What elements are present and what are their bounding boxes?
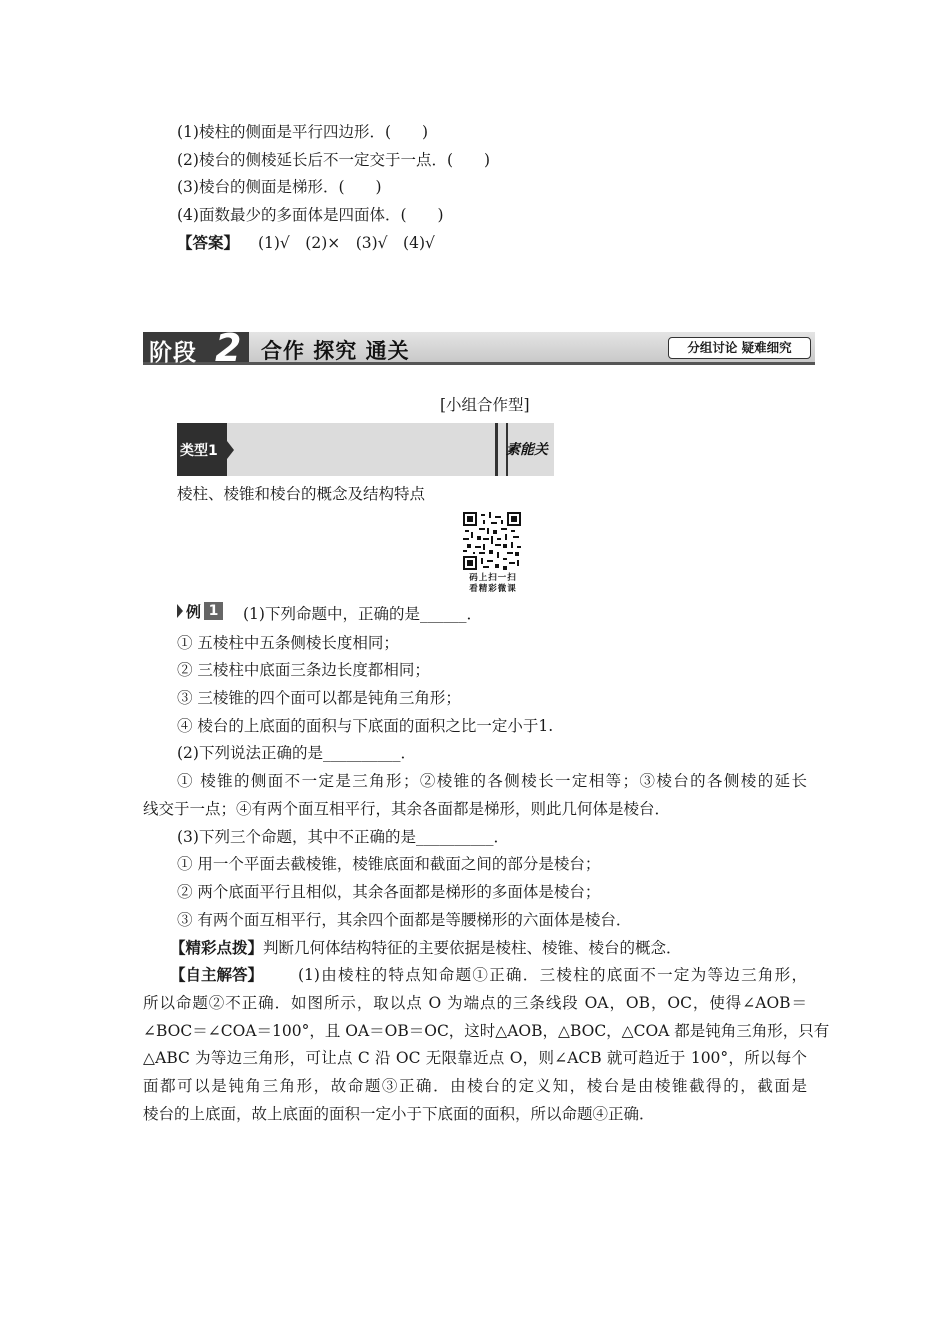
example-word: 例	[186, 603, 202, 621]
stage-label: 阶段	[149, 340, 197, 366]
qr-caption-line-2: 看精彩微课	[469, 584, 517, 594]
example-number: 1	[204, 602, 223, 620]
answer-label: 【答案】	[177, 233, 240, 252]
solution-line-4: △ABC 为等边三角形，可让点 C 沿 OC 无限靠近点 O，则∠ACB 就可趋近于 100°，所以每个	[143, 1049, 807, 1067]
type-arrow-icon	[227, 441, 234, 459]
section-title: [小组合作型]	[440, 396, 530, 414]
example-line-2: ① 五棱柱中五条侧棱长度相同；	[177, 634, 399, 652]
example-line-11: ② 两个底面平行且相似，其余各面都是梯形的多面体是棱台；	[177, 883, 601, 901]
hint	[170, 938, 682, 958]
stage-banner	[143, 326, 815, 370]
judge-answer	[177, 233, 435, 253]
example-line-12: ③ 有两个面互相平行，其余四个面都是等腰梯形的六面体是棱台．	[177, 911, 632, 929]
solution-line-1: (1)由棱柱的特点知命题①正确．三棱柱的底面不一定为等边三角形，	[298, 966, 807, 984]
solution-line-3: ∠BOC＝∠COA＝100°，且 OA＝OB＝OC，这时△AOB，△BOC，△COA 都是钝角三角形，只有	[143, 1022, 830, 1040]
judge-question-3: (3)棱台的侧面是梯形．( )	[177, 178, 382, 196]
example-line-9: (3)下列三个命题，其中不正确的是__________．	[177, 828, 509, 846]
qr-code-icon[interactable]	[463, 512, 521, 570]
stage-title: 合作 探究 通关	[261, 339, 410, 363]
example-line-1: (1)下列命题中，正确的是______．	[243, 605, 482, 623]
solution-line-5: 面都可以是钝角三角形，故命题③正确．由棱台的定义知，棱台是由棱锥截得的，截面是	[143, 1077, 807, 1095]
judge-question-2: (2)棱台的侧棱延长后不一定交于一点．( )	[177, 151, 491, 169]
example-line-7: ① 棱锥的侧面不一定是三角形；②棱锥的各侧棱长一定相等；③棱台的各侧棱的延长	[177, 772, 807, 790]
example-triangle-icon	[177, 604, 183, 618]
solution-line-2: 所以命题②不正确．如图所示，取以点 O 为端点的三条线段 OA，OB，OC，使得∠AOB＝	[143, 994, 807, 1012]
hint-text: 判断几何体结构特征的主要依据是棱柱、棱锥、棱台的概念．	[263, 939, 682, 957]
type-label-box	[177, 423, 227, 476]
qr-caption-line-1: 码上扫一扫	[469, 573, 517, 583]
solution-label: 【自主解答】	[170, 965, 264, 984]
stage-number: 2	[215, 326, 242, 370]
example-line-10: ① 用一个平面去截棱锥，棱锥底面和截面之间的部分是棱台；	[177, 855, 601, 873]
stage-tag: 分组讨论 疑难细究	[668, 337, 811, 359]
example-line-6: (2)下列说法正确的是__________．	[177, 744, 416, 762]
type-badge: 素能关	[506, 442, 548, 458]
topic-title: 棱柱、棱锥和棱台的概念及结构特点	[177, 485, 426, 503]
judge-question-1: (1)棱柱的侧面是平行四边形．( )	[177, 123, 429, 141]
example-line-3: ② 三棱柱中底面三条边长度都相同；	[177, 661, 430, 679]
type-label: 类型1	[180, 443, 218, 459]
hint-label: 【精彩点拨】	[170, 938, 264, 957]
example-line-8: 线交于一点；④有两个面互相平行，其余各面都是梯形，则此几何体是棱台．	[143, 800, 671, 818]
example-line-5: ④ 棱台的上底面的面积与下底面的面积之比一定小于1.	[177, 717, 554, 735]
example-line-4: ③ 三棱锥的四个面可以都是钝角三角形；	[177, 689, 461, 707]
example-label	[177, 601, 227, 621]
type-bar	[177, 423, 554, 476]
answer-text: (1)√ (2)× (3)√ (4)√	[257, 234, 435, 252]
judge-question-4: (4)面数最少的多面体是四面体．( )	[177, 206, 444, 224]
solution-line-6: 棱台的上底面，故上底面的面积一定小于下底面的面积，所以命题④正确．	[143, 1105, 655, 1123]
